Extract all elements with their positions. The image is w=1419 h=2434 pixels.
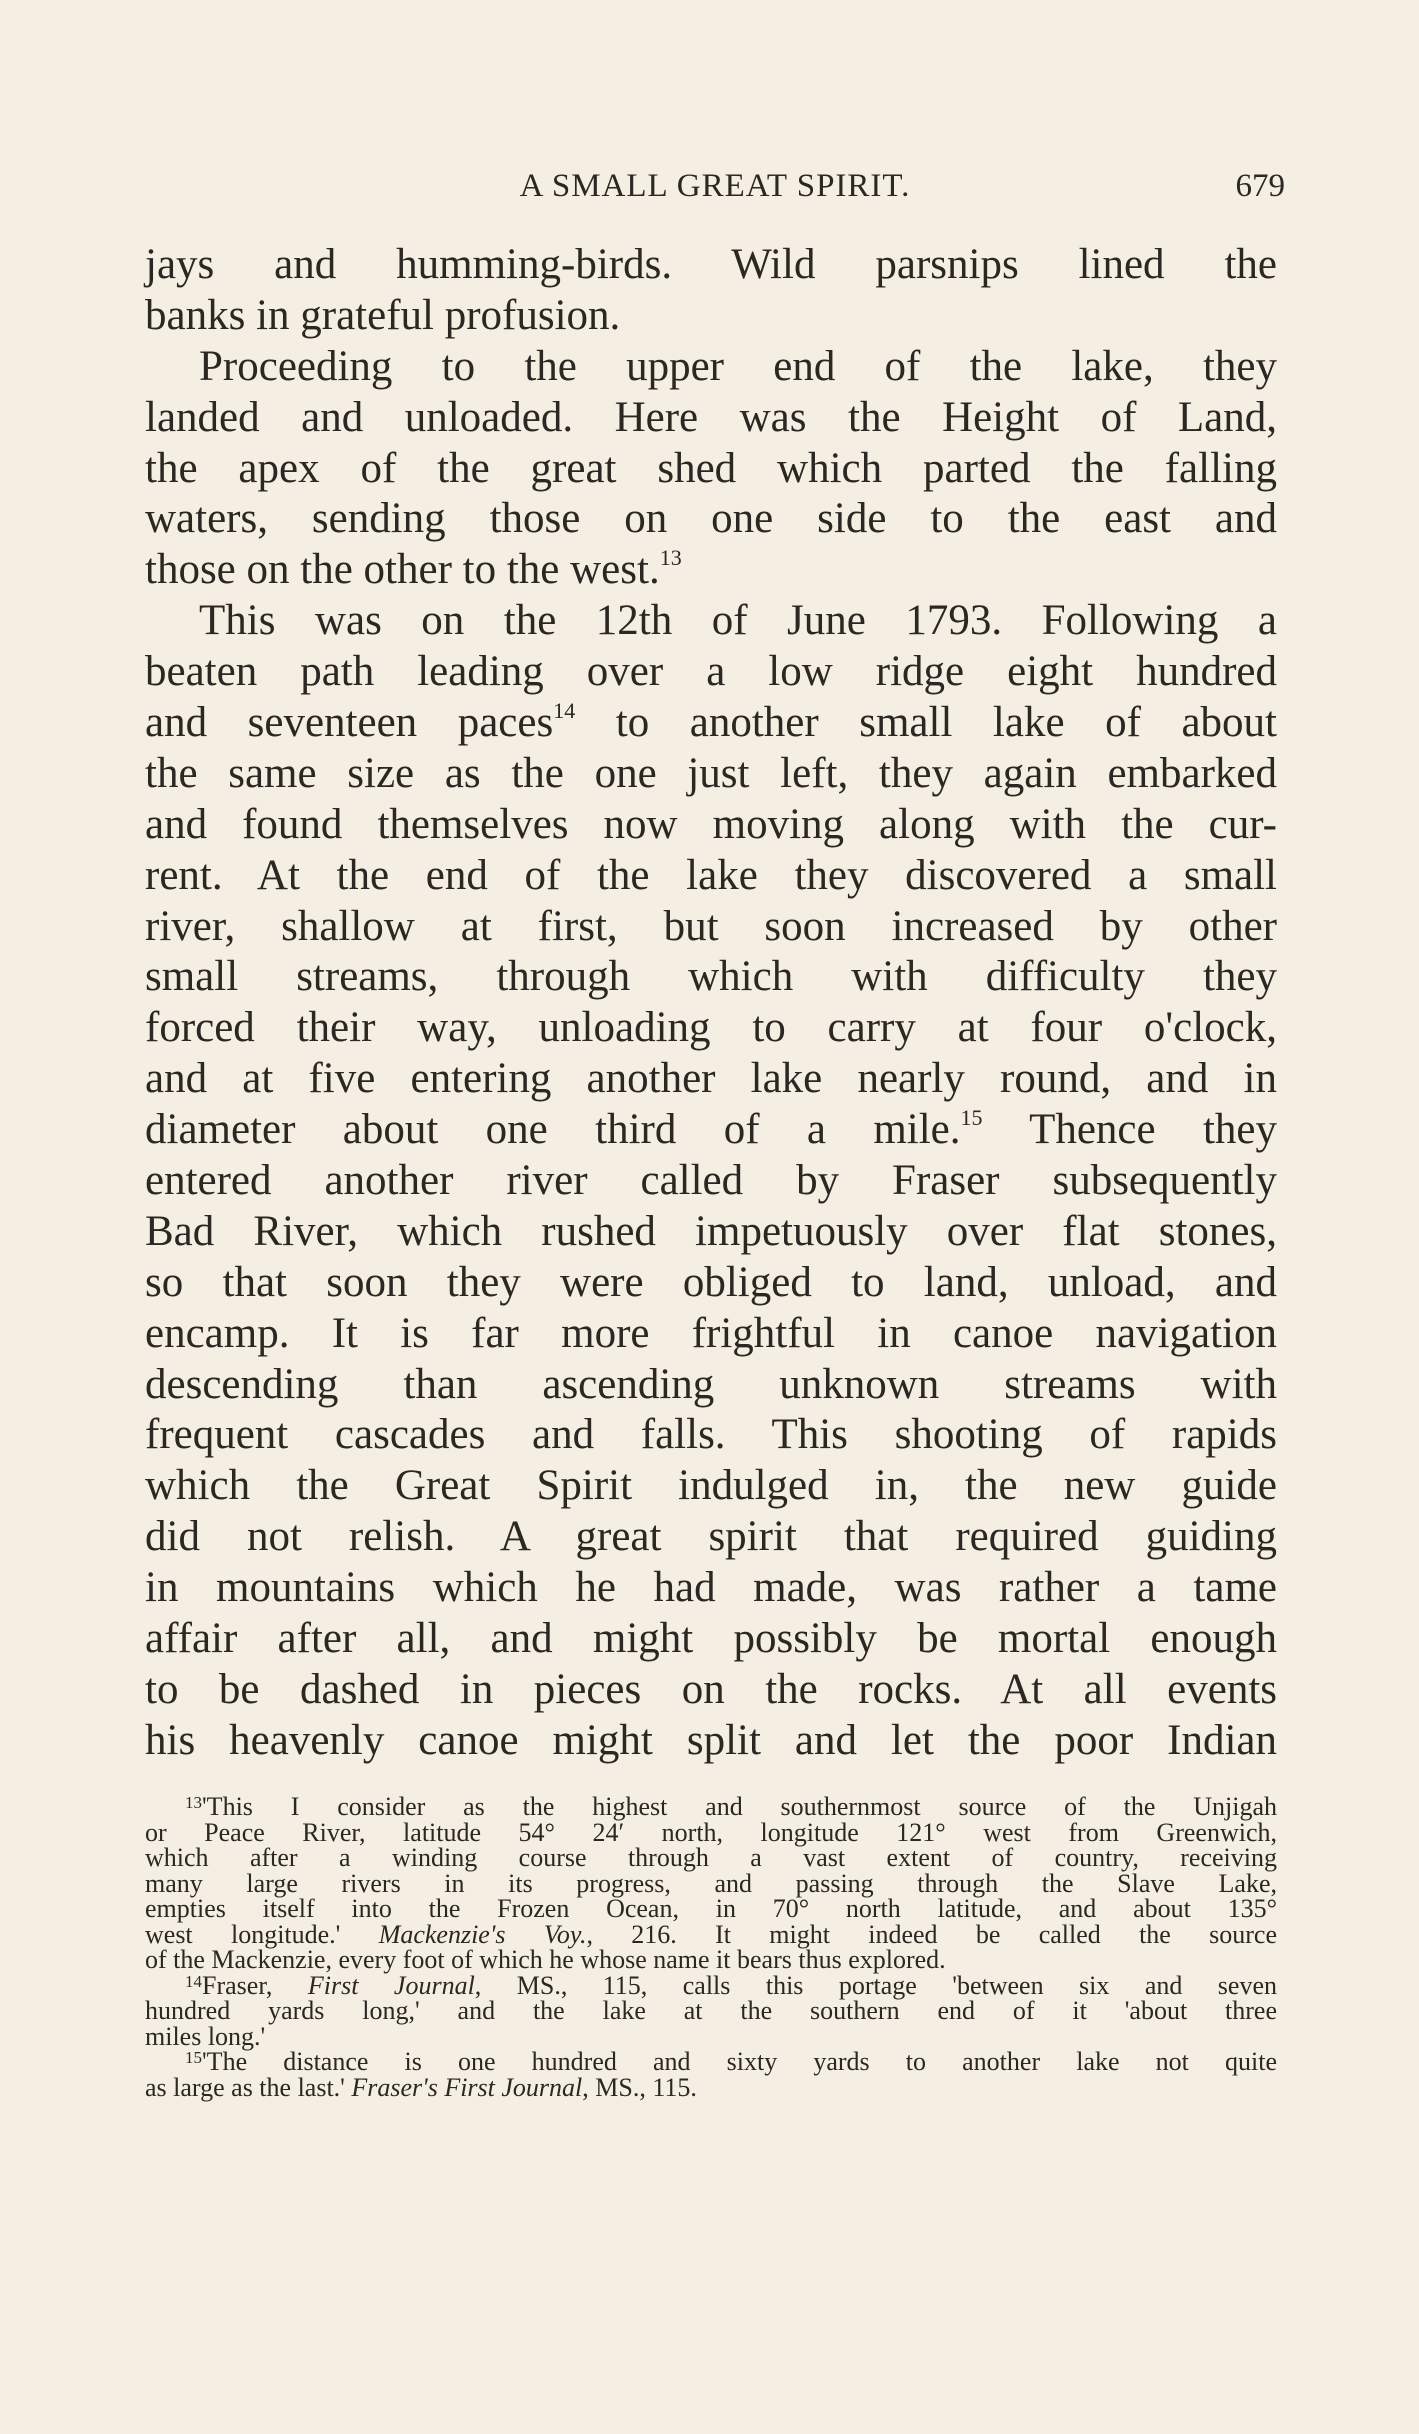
text-line: which the Great Spirit indulged in, the new guide [145, 1462, 1277, 1510]
text-line: frequent cascades and falls. This shooting of rapids [145, 1411, 1277, 1459]
text-line: did not relish. A great spirit that required guiding [145, 1513, 1277, 1561]
text-line: jays and humming-birds. Wild parsnips lined the [145, 241, 1277, 288]
text-line: waters, sending those on one side to the east and [145, 495, 1277, 543]
text-segment: , 216. It might indeed be called the source [586, 1919, 1278, 1949]
text-line: banks in grateful profusion. [145, 291, 621, 339]
text-segment: 'The distance is one hundred and sixty yards to another lake not quite [202, 2047, 1277, 2076]
citation-title: Fraser's First Journal [351, 2072, 583, 2102]
footnote-line [145, 1794, 1277, 1820]
text-line: rent. At the end of the lake they discovered a small [145, 851, 1277, 899]
text-line: and found themselves now moving along with the cur- [145, 800, 1277, 848]
page-number: 679 [1235, 168, 1285, 204]
footnote-line: or Peace River, latitude 54° 24′ north, longitude 121° west from Greenwich, [145, 1817, 1277, 1847]
footnote-line: empties itself into the Frozen Ocean, in 70° north latitude, and about 135° [145, 1894, 1277, 1923]
text-line: small streams, through which with difficulty they [145, 953, 1277, 1001]
text-line: affair after all, and might possibly be mortal enough [145, 1615, 1277, 1663]
text-line: forced their way, unloading to carry at four o'clock, [145, 1004, 1277, 1052]
text-segment: diameter about one third of a mile. [145, 1106, 961, 1154]
footnote-line [145, 2049, 1277, 2075]
citation-title: First Journal [307, 1970, 475, 2000]
footnote-ref-14: 14 [553, 698, 576, 724]
text-line: landed and unloaded. Here was the Height of Land, [145, 393, 1277, 441]
text-segment: those on the other to the west. [145, 546, 660, 594]
text-segment: and seventeen paces [145, 699, 554, 747]
footnote-line [145, 1970, 1278, 2000]
text-line: the apex of the great shed which parted the falling [145, 444, 1277, 492]
text-line: so that soon they were obliged to land, unload, and [145, 1258, 1277, 1306]
footnotes [145, 1794, 1277, 2100]
text-line: to be dashed in pieces on the rocks. At all events [145, 1665, 1277, 1713]
text-line: encamp. It is far more frightful in canoe navigation [145, 1309, 1277, 1357]
text-line: in mountains which he had made, was rather a tame [145, 1564, 1277, 1612]
footnote-line: hundred yards long,' and the lake at the southern end of it 'about three [145, 1996, 1277, 2025]
text-line: Proceeding to the upper end of the lake, they [199, 342, 1277, 390]
footnote-mark-15: 15 [185, 2048, 202, 2067]
running-head [145, 168, 1285, 214]
footnote-ref-13: 13 [659, 545, 682, 571]
text-line [145, 1105, 1277, 1156]
text-line: river, shallow at first, but soon increased by other [145, 902, 1277, 950]
text-segment: , MS., 115. [582, 2072, 697, 2102]
text-segment: Thence they [982, 1106, 1278, 1154]
footnote-line: many large rivers in its progress, and passing through the Slave Lake, [145, 1868, 1277, 1898]
text-line [145, 698, 1277, 749]
footnote-mark-14: 14 [185, 1971, 202, 1991]
footnote-ref-15: 15 [960, 1105, 983, 1131]
text-segment: to another small lake of about [575, 699, 1277, 747]
text-line: and at five entering another lake nearly round, and in [145, 1055, 1277, 1103]
text-line: This was on the 12th of June 1793. Following a [199, 597, 1277, 645]
text-line: the same size as the one just left, they again embarked [145, 749, 1277, 797]
text-line: beaten path leading over a low ridge eight hundred [145, 648, 1277, 696]
text-line: descending than ascending unknown streams with [145, 1360, 1277, 1408]
footnote-line: which after a winding course through a vast extent of country, receiving [145, 1843, 1277, 1872]
text-line: entered another river called by Fraser subsequently [145, 1157, 1277, 1205]
footnote-mark-13: 13 [185, 1793, 202, 1812]
text-segment: Fraser, [202, 1970, 273, 2000]
text-segment: 'This I consider as the highest and southernmost source of the Unjigah [202, 1792, 1277, 1821]
text-line: his heavenly canoe might split and let the poor Indian [145, 1716, 1277, 1764]
text-line: Bad River, which rushed impetuously over flat stones, [145, 1207, 1277, 1255]
citation-title: Mackenzie's Voy. [378, 1919, 587, 1949]
footnote-line: of the Mackenzie, every foot of which he whose name it bears thus explored. [145, 1945, 946, 1974]
text-segment: , MS., 115, calls this portage 'between six and seven [474, 1970, 1278, 2000]
text-segment: as large as the last.' [145, 2072, 345, 2102]
footnote-line: miles long.' [145, 2021, 266, 2051]
footnote-line [145, 1919, 1278, 1949]
body-text [145, 240, 1277, 1767]
running-title: A SMALL GREAT SPIRIT. [519, 168, 911, 204]
text-segment: west longitude.' [145, 1919, 341, 1949]
footnote-line [145, 2072, 1277, 2102]
text-line [145, 545, 1277, 596]
